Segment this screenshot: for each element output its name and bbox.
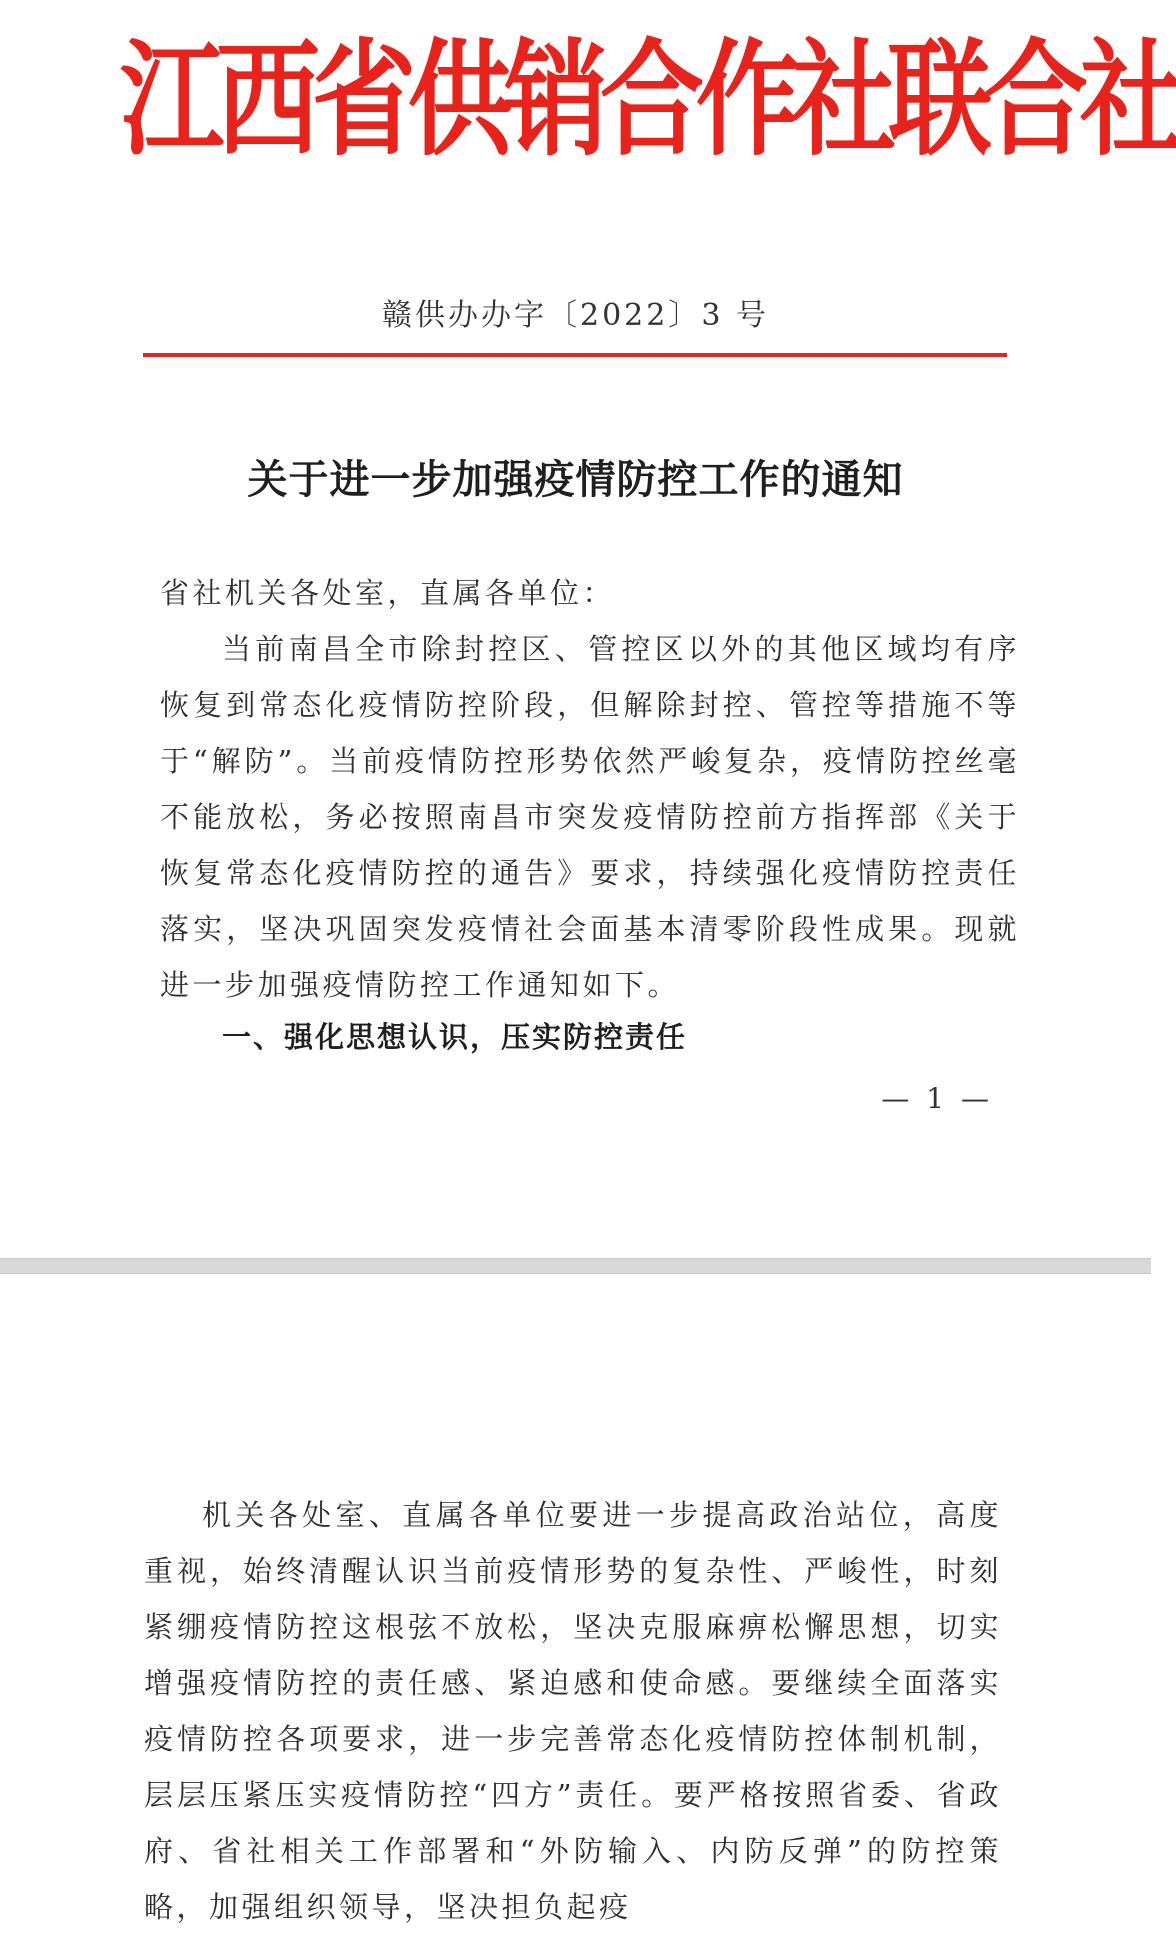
- document-number: 赣供办办字〔2022〕3 号: [382, 298, 769, 333]
- section-heading-1: 一、强化思想认识，压实防控责任: [222, 1020, 688, 1054]
- page-separator: [0, 1258, 1151, 1274]
- body-paragraph-1: 当前南昌全市除封控区、管控区以外的其他区域均有序恢复到常态化疫情防控阶段，但解除封控、管控等措施不等于“解防”。当前疫情防控形势依然严峻复杂，疫情防控丝毫不能放松，务必按照南昌市突发疫情防控前方指挥部《关于恢复常态化疫情防控的通告》要求，持续强化疫情防控责任落实，坚决巩固突发疫情社会面基本清零阶段性成果。现就进一步加强疫情防控工作通知如下。: [160, 632, 1020, 1002]
- page-number: — 1 —: [881, 1082, 993, 1115]
- body-paragraph-2: 机关各处室、直属各单位要进一步提高政治站位，高度重视，始终清醒认识当前疫情形势的复杂性、严峻性，时刻紧绷疫情防控这根弦不放松，坚决克服麻痹松懈思想，切实增强疫情防控的责任感、紧迫感和使命感。要继续全面落实疫情防控各项要求，进一步完善常态化疫情防控体制机制，层层压紧压实疫情防控“四方”责任。要严格按照省委、省政府、省社相关工作部署和“外防输入、内防反弹”的防控策略，加强组织领导，坚决担负起疫: [144, 1498, 1002, 1924]
- salutation: 省社机关各处室，直属各单位：: [160, 576, 616, 610]
- document-page-2: [0, 1274, 1151, 1924]
- document-title: 关于进一步加强疫情防控工作的通知: [247, 456, 904, 503]
- organization-header: 江西省供销合作社联合社: [120, 26, 1176, 174]
- red-divider-line: [143, 353, 1007, 357]
